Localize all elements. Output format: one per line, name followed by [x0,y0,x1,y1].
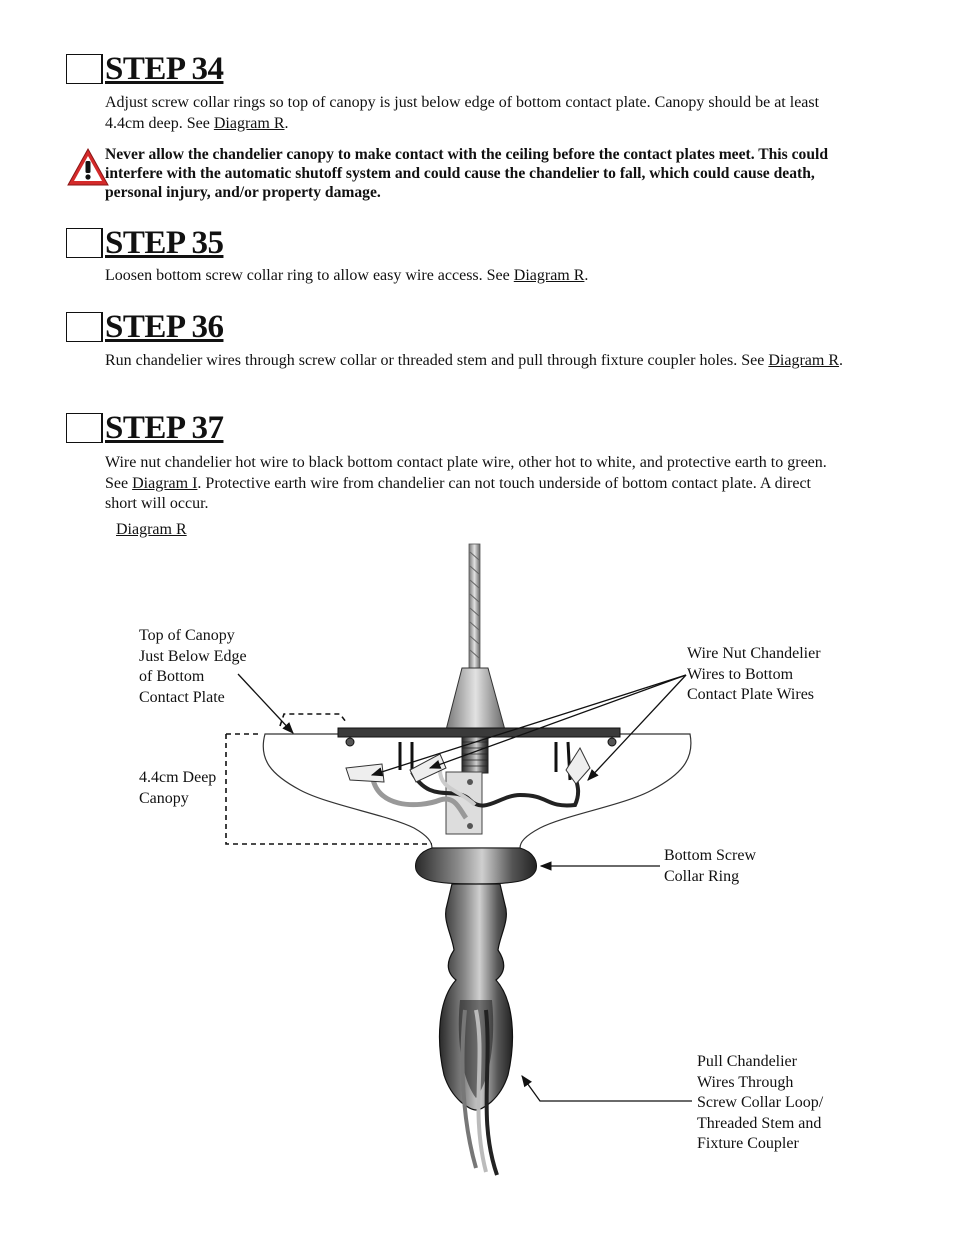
canopy-cup [446,668,505,730]
step-37-title: STEP 37 [105,410,224,446]
arrow-pull-wires [522,1076,692,1101]
bottom-contact-plate [338,728,620,737]
step-37-text: Wire nut chandelier hot wire to black bottom contact plate wire, other hot to white, and protective earth to green. See Diagram I. Protective earth wire from chandelier can not touch underside of bottom contact plate. A direct short will occur. [105,454,827,512]
top-edge-indicator [280,714,346,726]
step-36-text: Run chandelier wires through screw collar or threaded stem and pull through fixture coupler holes. See Diagram R. [105,352,844,369]
callout-pull-wires: Pull Chandelier Wires Through Screw Collar Loop/ Threaded Stem and Fixture Coupler [697,1053,824,1152]
callout-collar-ring: Bottom Screw Collar Ring [664,847,756,885]
diagram-r-link[interactable]: Diagram R [513,267,585,284]
diagram-r-link[interactable]: Diagram R [213,114,285,132]
bottom-screw-collar-ring [416,848,537,884]
warning-text: Never allow the chandelier canopy to make contact with the ceiling before the contact plates meet. This could interfere with the automatic shutoff system and could cause the chandelier to fall, which could cause death, personal injury, and/or property damage. [105,146,828,201]
support-cable [469,544,480,668]
callout-canopy-depth: 4.4cm Deep Canopy [139,769,217,807]
callout-top-of-canopy: Top of Canopy Just Below Edge of Bottom Contact Plate [139,627,247,706]
step-34-text: Adjust screw collar rings so top of canopy is just below edge of bottom contact plate. Canopy should be at least 4.4cm deep. See Diagram R. [105,94,820,132]
callout-wire-nut: Wire Nut Chandelier Wires to Bottom Contact Plate Wires [687,645,821,703]
diagram-r-label: Diagram R [116,521,187,538]
step-35-text: Loosen bottom screw collar ring to allow easy wire access. See Diagram R. [105,267,589,284]
step-36-title: STEP 36 [105,309,224,345]
step-34-title: STEP 34 [105,51,224,87]
diagram-r-link[interactable]: Diagram R [768,352,840,369]
diagram-i-link[interactable]: Diagram I [132,474,198,492]
step-35-title: STEP 35 [105,225,224,261]
